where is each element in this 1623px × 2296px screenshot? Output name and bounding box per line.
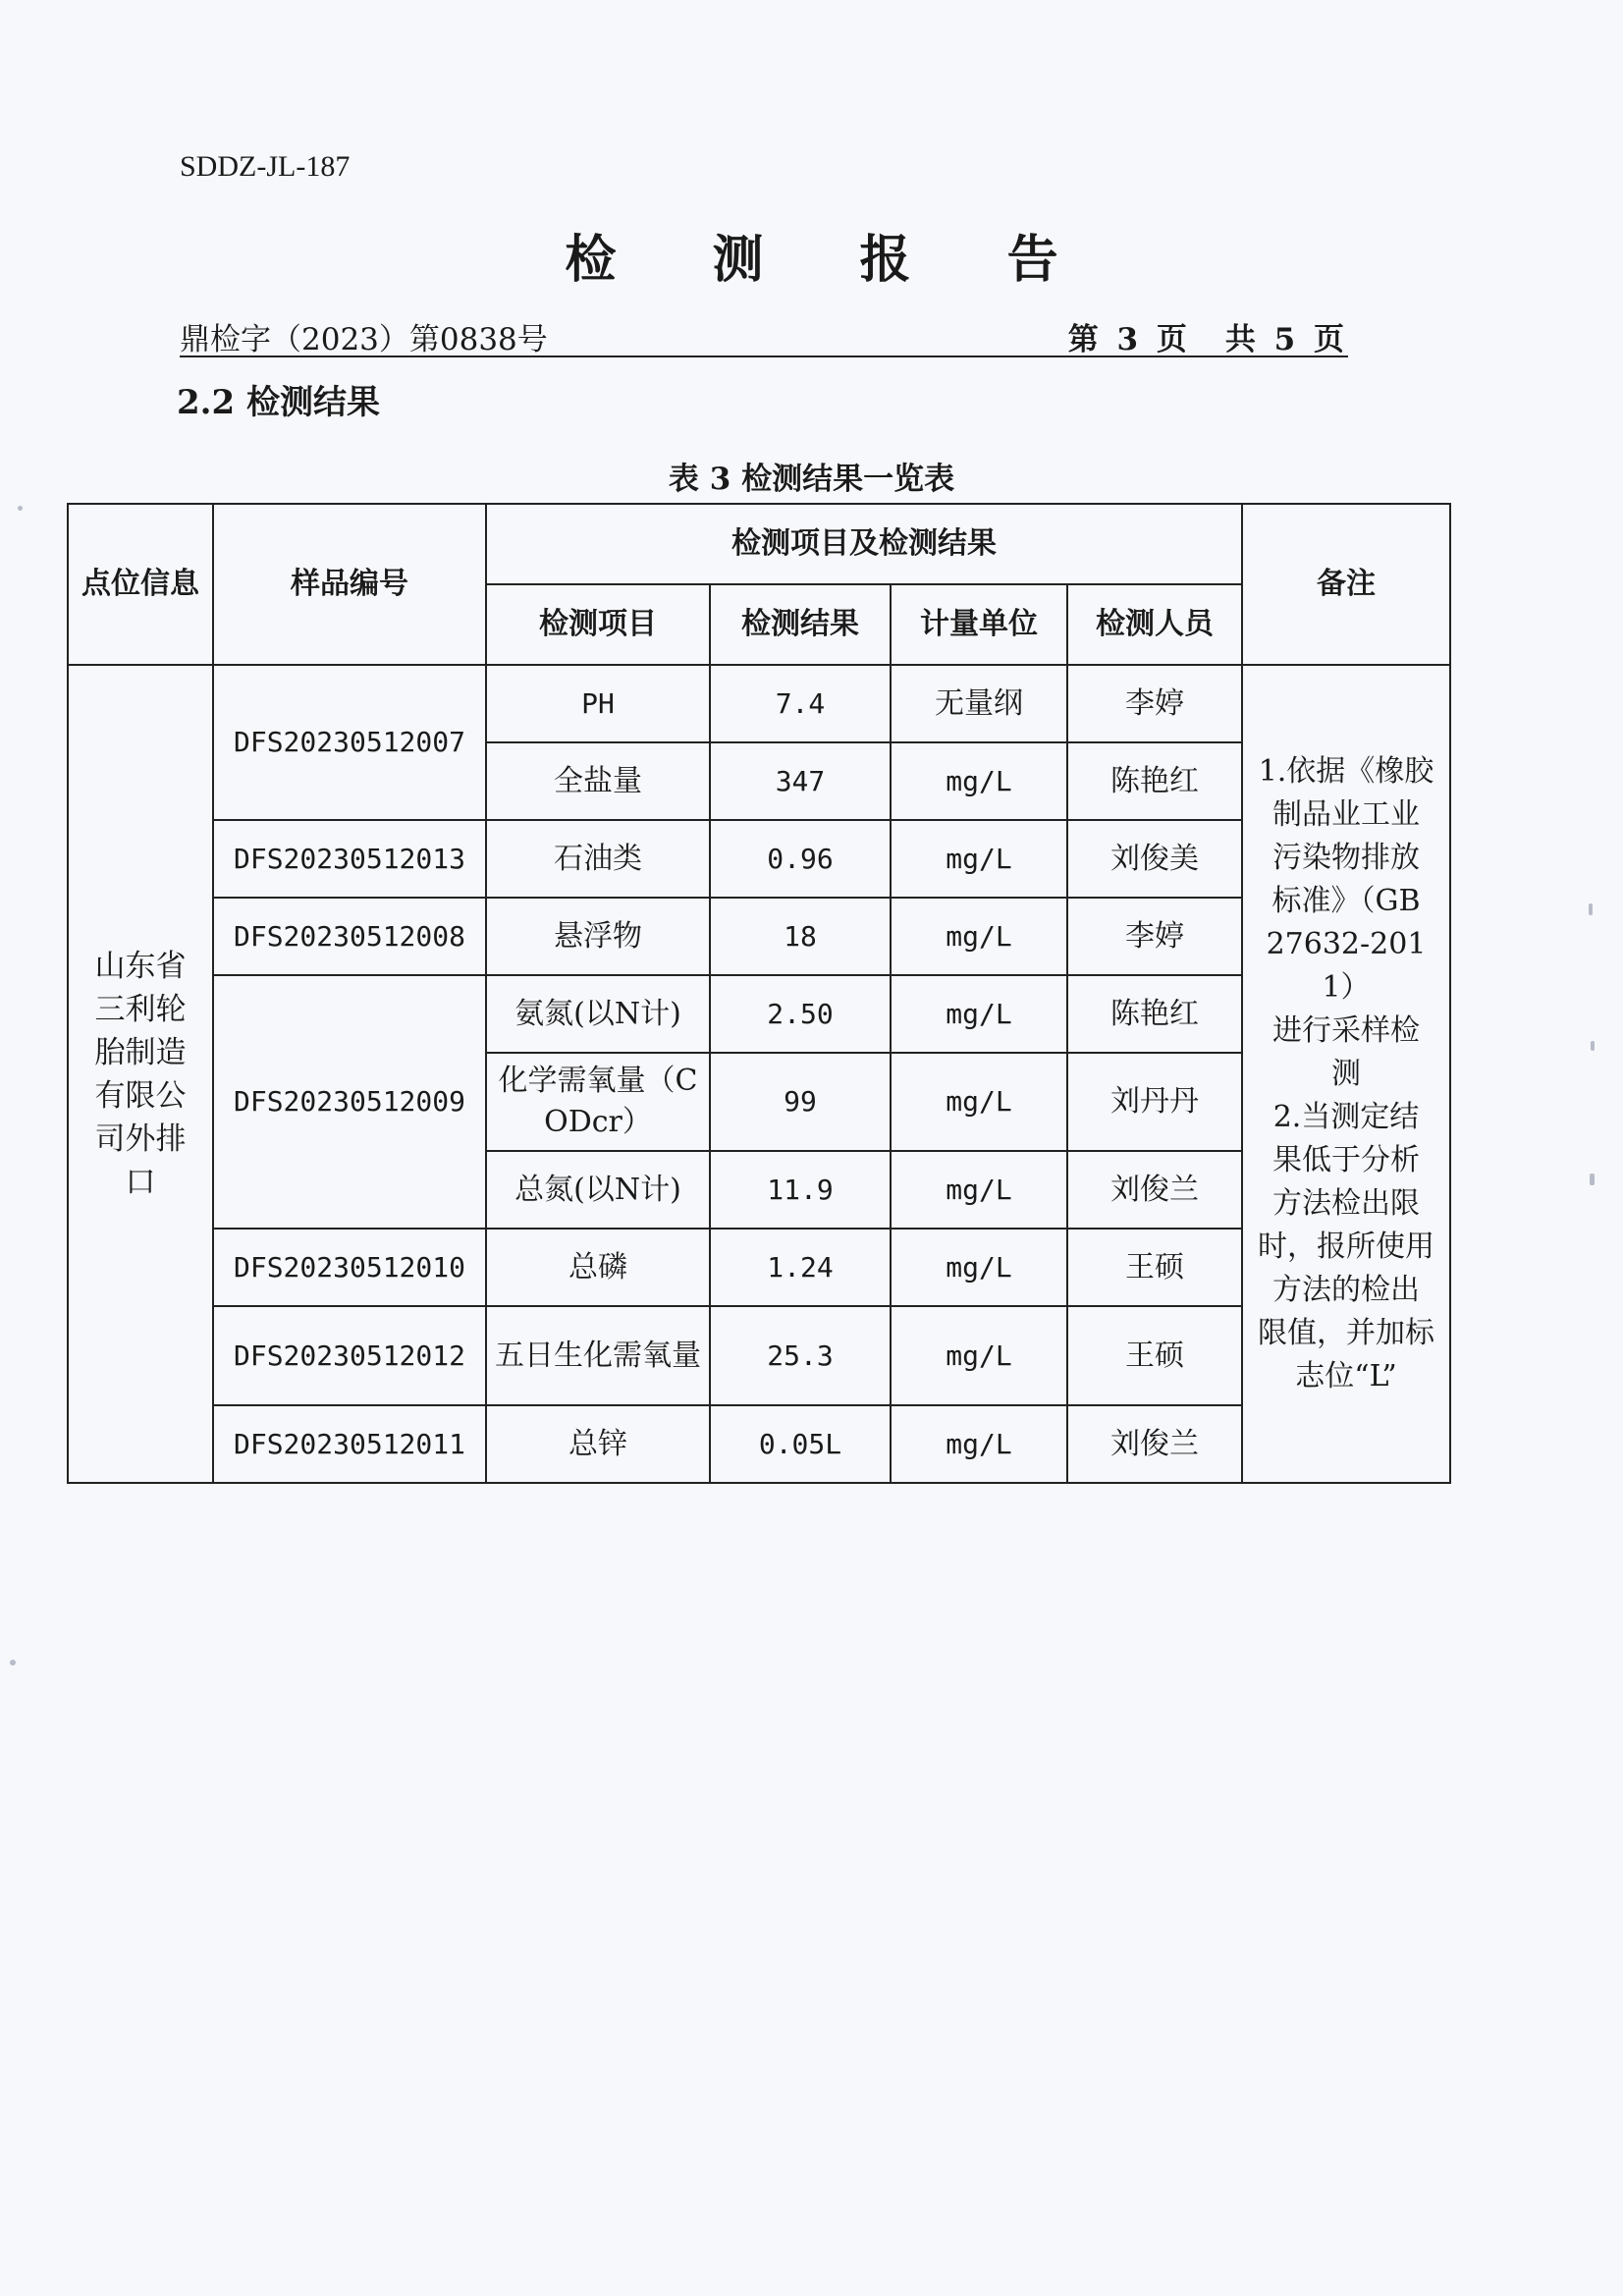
tester-cell: 李婷 xyxy=(1067,898,1242,975)
tester-cell: 刘俊美 xyxy=(1067,820,1242,898)
remark-line: 2.当测定结 xyxy=(1272,1099,1420,1134)
remark-line: 1.依据《橡胶 xyxy=(1258,753,1434,789)
result-cell: 25.3 xyxy=(710,1306,891,1405)
scan-speck xyxy=(1591,1041,1595,1051)
tester-cell: 刘俊兰 xyxy=(1067,1151,1242,1229)
item-cell: PH xyxy=(486,665,710,742)
unit-cell: mg/L xyxy=(891,1229,1067,1306)
remark-line: 污染物排放 xyxy=(1272,840,1420,875)
scan-speck xyxy=(1589,903,1593,915)
result-cell: 18 xyxy=(710,898,891,975)
tester-cell: 李婷 xyxy=(1067,665,1242,742)
header-result: 检测结果 xyxy=(710,584,891,665)
scan-speck xyxy=(18,506,23,511)
header-tester: 检测人员 xyxy=(1067,584,1242,665)
item-cell: 总氮(以N计) xyxy=(486,1151,710,1229)
tester-cell: 刘丹丹 xyxy=(1067,1053,1242,1151)
result-cell: 0.96 xyxy=(710,820,891,898)
item-cell: 总锌 xyxy=(486,1405,710,1483)
result-cell: 0.05L xyxy=(710,1405,891,1483)
remark-line: 志位“L” xyxy=(1295,1358,1397,1394)
sample-id-cell: DFS20230512009 xyxy=(213,975,486,1229)
sample-id-cell: DFS20230512012 xyxy=(213,1306,486,1405)
section-heading: 2.2 检测结果 xyxy=(177,383,380,422)
unit-cell: mg/L xyxy=(891,1053,1067,1151)
table-row xyxy=(68,665,1450,742)
sample-id-cell: DFS20230512010 xyxy=(213,1229,486,1306)
unit-cell: 无量纲 xyxy=(891,665,1067,742)
unit-cell: mg/L xyxy=(891,1306,1067,1405)
page-indicator: 第 3 页 共 5 页 xyxy=(1067,322,1348,357)
header-item: 检测项目 xyxy=(486,584,710,665)
results-table xyxy=(67,503,1451,1484)
result-cell: 99 xyxy=(710,1053,891,1151)
result-cell: 11.9 xyxy=(710,1151,891,1229)
item-cell: 五日生化需氧量 xyxy=(486,1306,710,1405)
unit-cell: mg/L xyxy=(891,742,1067,820)
result-cell: 1.24 xyxy=(710,1229,891,1306)
result-cell: 7.4 xyxy=(710,665,891,742)
unit-cell: mg/L xyxy=(891,1405,1067,1483)
remark-line: 进行采样检 xyxy=(1272,1012,1420,1048)
remark-line: 标准》（GB xyxy=(1271,883,1421,918)
item-cell: 石油类 xyxy=(486,820,710,898)
unit-cell: mg/L xyxy=(891,898,1067,975)
item-cell: 总磷 xyxy=(486,1229,710,1306)
header-group: 检测项目及检测结果 xyxy=(486,504,1242,584)
remark-line: 限值，并加标 xyxy=(1258,1315,1434,1350)
sample-id-cell: DFS20230512013 xyxy=(213,820,486,898)
item-cell: 化学需氧量（CODcr） xyxy=(486,1053,710,1151)
sample-id-cell: DFS20230512011 xyxy=(213,1405,486,1483)
report-reference-number: 鼎检字（2023）第0838号 xyxy=(180,322,548,357)
scan-speck xyxy=(10,1660,16,1666)
header-remark: 备注 xyxy=(1242,504,1450,665)
remark-line: 果低于分析 xyxy=(1272,1142,1420,1177)
document-code: SDDZ-JL-187 xyxy=(180,150,351,183)
report-title: 检 测 报 告 xyxy=(565,230,1098,290)
scan-speck xyxy=(1590,1174,1595,1185)
result-cell: 2.50 xyxy=(710,975,891,1053)
reference-line xyxy=(180,314,1348,357)
item-cell: 氨氮(以N计) xyxy=(486,975,710,1053)
remark-line: 制品业工业 xyxy=(1272,796,1420,832)
item-cell: 悬浮物 xyxy=(486,898,710,975)
tester-cell: 刘俊兰 xyxy=(1067,1405,1242,1483)
remark-line: 方法检出限 xyxy=(1272,1185,1420,1221)
tester-cell: 陈艳红 xyxy=(1067,975,1242,1053)
header-sample-id: 样品编号 xyxy=(213,504,486,665)
sample-id-cell: DFS20230512008 xyxy=(213,898,486,975)
sample-id-cell: DFS20230512007 xyxy=(213,665,486,820)
site-cell: 山东省三利轮胎制造有限公司外排口 xyxy=(68,665,213,1483)
table-caption: 表 3 检测结果一览表 xyxy=(668,462,955,497)
result-cell: 347 xyxy=(710,742,891,820)
header-unit: 计量单位 xyxy=(891,584,1067,665)
table-header-row xyxy=(68,504,1450,584)
unit-cell: mg/L xyxy=(891,820,1067,898)
item-cell: 全盐量 xyxy=(486,742,710,820)
unit-cell: mg/L xyxy=(891,975,1067,1053)
remark-line: 时，报所使用 xyxy=(1258,1229,1434,1264)
tester-cell: 王硕 xyxy=(1067,1229,1242,1306)
header-site: 点位信息 xyxy=(68,504,213,665)
remark-cell xyxy=(1242,665,1450,1483)
remark-line: 测 xyxy=(1331,1056,1361,1091)
tester-cell: 王硕 xyxy=(1067,1306,1242,1405)
tester-cell: 陈艳红 xyxy=(1067,742,1242,820)
remark-line: 方法的检出 xyxy=(1272,1272,1420,1307)
remark-line: 27632-2011） xyxy=(1266,926,1427,1005)
unit-cell: mg/L xyxy=(891,1151,1067,1229)
